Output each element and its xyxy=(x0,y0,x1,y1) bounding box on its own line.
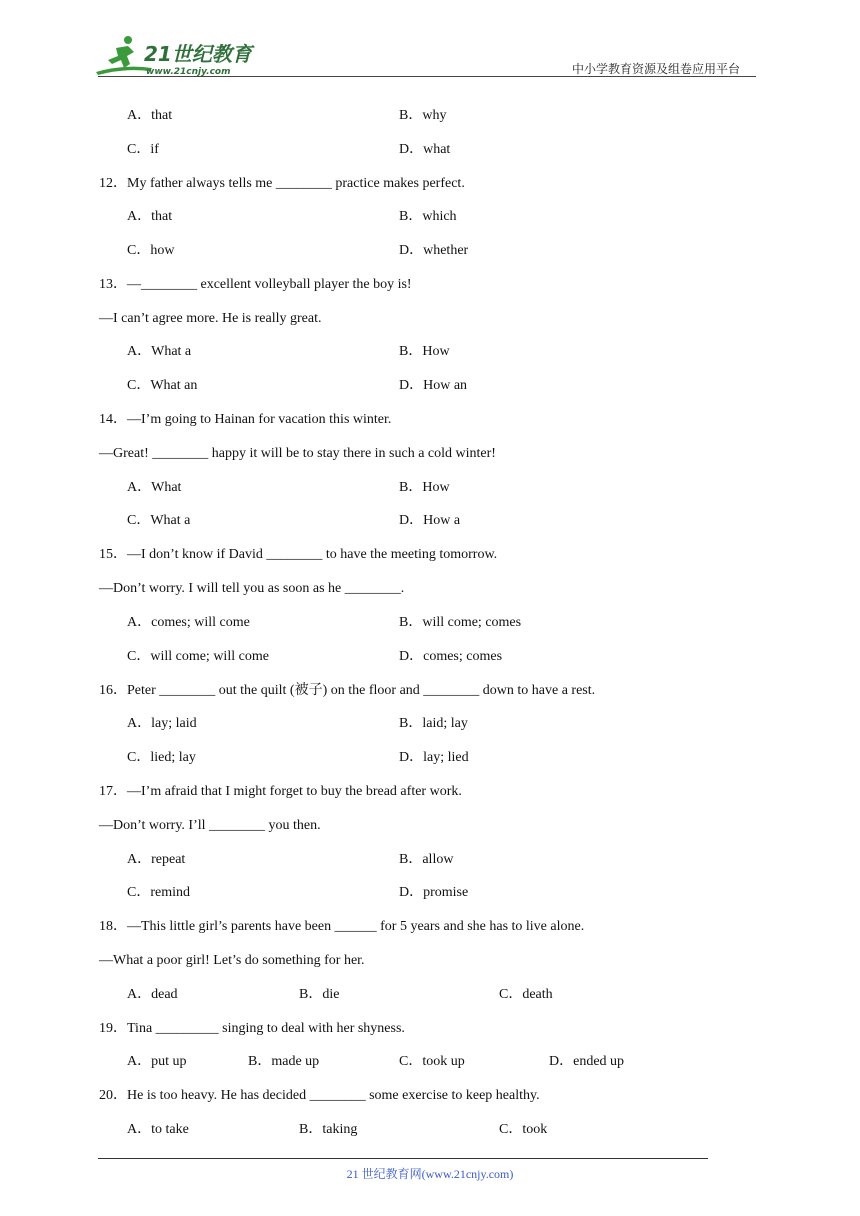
option-17-b: B．allow xyxy=(399,852,454,867)
option-20-b: B．taking xyxy=(299,1122,358,1137)
header-divider xyxy=(98,76,756,77)
header-tagline: 中小学教育资源及组卷应用平台 xyxy=(572,62,741,76)
option-13-c: C．What an xyxy=(127,378,198,393)
question-17: 17．—I’m afraid that I might forget to buy the bread after work. xyxy=(99,784,462,799)
option-16-d: D．lay; lied xyxy=(399,750,469,765)
question-16: 16．Peter ________ out the quilt (被子) on the floor and ________ down to have a rest. xyxy=(99,683,596,698)
option-14-a: A．What xyxy=(127,480,182,495)
option-14-c: C．What a xyxy=(127,513,191,528)
option-18-c: C．death xyxy=(499,987,553,1002)
option-12-a: A．that xyxy=(127,209,173,224)
option-13-b: B．How xyxy=(399,344,450,359)
option-13-a: A．What a xyxy=(127,344,192,359)
question-13-reply: —I can’t agree more. He is really great. xyxy=(99,311,322,326)
question-12: 12．My father always tells me ________ practice makes perfect. xyxy=(99,176,465,191)
option-17-a: A．repeat xyxy=(127,852,186,867)
option-20-a: A．to take xyxy=(127,1122,189,1137)
option-15-b: B．will come; comes xyxy=(399,615,522,630)
question-15: 15．—I don’t know if David ________ to have the meeting tomorrow. xyxy=(99,547,498,562)
option-20-c: C．took xyxy=(499,1122,548,1137)
question-20: 20．He is too heavy. He has decided ________ some exercise to keep healthy. xyxy=(99,1088,540,1103)
option-18-b: B．die xyxy=(299,987,340,1002)
option-11-b: B．why xyxy=(399,108,447,123)
option-15-d: D．comes; comes xyxy=(399,649,503,664)
question-17-reply: —Don’t worry. I’ll ________ you then. xyxy=(99,818,321,833)
option-14-b: B．How xyxy=(399,480,450,495)
question-19: 19．Tina _________ singing to deal with her shyness. xyxy=(99,1021,405,1036)
option-15-c: C．will come; will come xyxy=(127,649,269,664)
option-19-b: B．made up xyxy=(248,1054,320,1069)
footer-link[interactable]: 21 世纪教育网(www.21cnjy.com) xyxy=(346,1167,514,1181)
option-16-c: C．lied; lay xyxy=(127,750,196,765)
option-11-a: A．that xyxy=(127,108,173,123)
question-14: 14．—I’m going to Hainan for vacation this winter. xyxy=(99,412,392,427)
logo-text: 21世纪教育 xyxy=(144,42,252,66)
option-17-c: C．remind xyxy=(127,885,190,900)
option-13-d: D．How an xyxy=(399,378,468,393)
option-16-a: A．lay; laid xyxy=(127,716,197,731)
option-12-b: B．which xyxy=(399,209,457,224)
question-13: 13．—________ excellent volleyball player the boy is! xyxy=(99,277,412,292)
option-14-d: D．How a xyxy=(399,513,461,528)
option-16-b: B．laid; lay xyxy=(399,716,468,731)
question-18-reply: —What a poor girl! Let’s do something for her. xyxy=(99,953,365,968)
option-15-a: A．comes; will come xyxy=(127,615,250,630)
option-11-c: C．if xyxy=(127,142,159,157)
option-19-a: A．put up xyxy=(127,1054,187,1069)
footer-divider xyxy=(98,1158,708,1159)
option-12-d: D．whether xyxy=(399,243,469,258)
option-18-a: A．dead xyxy=(127,987,178,1002)
option-17-d: D．promise xyxy=(399,885,469,900)
option-19-d: D．ended up xyxy=(549,1054,625,1069)
option-12-c: C．how xyxy=(127,243,175,258)
question-18: 18．—This little girl’s parents have been ______ for 5 years and she has to live alone. xyxy=(99,919,585,934)
logo-url: www.21cnjy.com xyxy=(146,67,231,77)
option-19-c: C．took up xyxy=(399,1054,465,1069)
question-14-reply: —Great! ________ happy it will be to stay there in such a cold winter! xyxy=(99,446,496,461)
site-logo xyxy=(94,34,264,78)
question-15-reply: —Don’t worry. I will tell you as soon as he ________. xyxy=(99,581,405,596)
option-11-d: D．what xyxy=(399,142,451,157)
